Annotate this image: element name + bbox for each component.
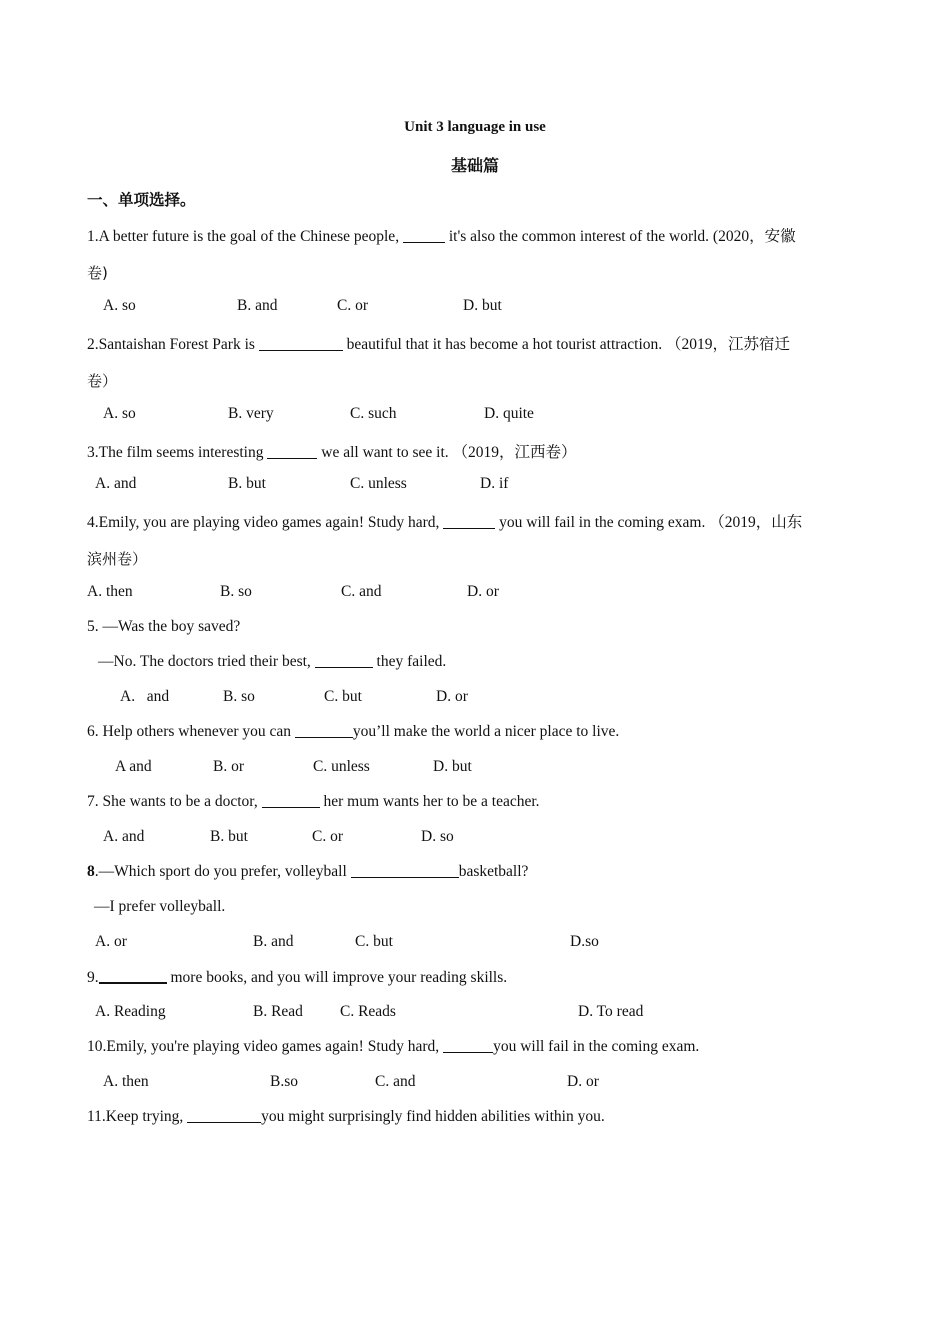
answer-blank <box>443 514 495 529</box>
question-8-text-pre: .—Which sport do you prefer, volleyball <box>94 863 351 880</box>
question-1-option-b: B. and <box>237 297 278 314</box>
question-4-continuation: 滨州卷） <box>87 550 148 568</box>
question-2-continuation: 卷） <box>87 372 118 390</box>
question-9-text-post: more books, and you will improve your reading skills. <box>166 969 508 986</box>
question-2-text-pre: 2.Santaishan Forest Park is <box>87 336 259 353</box>
question-4-text-post: you will fail in the coming exam. （2019，山东 <box>495 514 803 531</box>
question-4-option-b: B. so <box>220 583 252 600</box>
question-10-option-a: A. then <box>103 1073 149 1090</box>
question-4-text-pre: 4.Emily, you are playing video games again! Study hard, <box>87 514 444 531</box>
question-8-reply: —I prefer volleyball. <box>94 898 226 915</box>
question-11 <box>87 1108 867 1126</box>
question-8-option-b: B. and <box>253 933 294 950</box>
question-3-text-post: we all want to see it. （2019，江西卷） <box>317 444 577 461</box>
question-8-option-c: C. but <box>355 933 393 950</box>
question-6-text-post: you’ll make the world a nicer place to live. <box>352 723 620 740</box>
question-10-option-c: C. and <box>375 1073 416 1090</box>
question-5-reply-pre: —No. The doctors tried their best, <box>98 653 315 670</box>
question-5: 5. —Was the boy saved? <box>87 618 241 635</box>
question-3-option-c: C. unless <box>350 475 407 492</box>
question-5-option-b: B. so <box>223 688 255 705</box>
question-10-option-b: B.so <box>270 1073 298 1090</box>
question-7-option-b: B. but <box>210 828 248 845</box>
question-7 <box>87 793 867 811</box>
question-1 <box>87 224 867 246</box>
question-2-option-c: C. such <box>350 405 397 422</box>
question-4-option-d: D. or <box>467 583 499 600</box>
question-4-option-c: C. and <box>341 583 382 600</box>
question-1-option-a: A. so <box>103 297 136 314</box>
question-7-option-a: A. and <box>103 828 145 845</box>
question-10-text-pre: 10.Emily, you're playing video games again! Study hard, <box>87 1038 444 1055</box>
answer-blank <box>403 228 445 243</box>
question-2-option-b: B. very <box>228 405 274 422</box>
question-1-text-post: it's also the common interest of the world. (2020，安徽 <box>444 228 796 245</box>
question-2-option-d: D. quite <box>484 405 534 422</box>
question-5-option-c: C. but <box>324 688 362 705</box>
answer-blank <box>351 863 459 878</box>
question-8-text-post: basketball? <box>458 863 529 880</box>
question-2 <box>87 332 867 354</box>
answer-blank <box>187 1108 261 1123</box>
question-4 <box>87 510 867 532</box>
answer-blank <box>99 968 167 984</box>
question-2-option-a: A. so <box>103 405 136 422</box>
question-9-option-d: D. To read <box>578 1003 644 1020</box>
answer-blank <box>443 1038 493 1053</box>
question-6-option-c: C. unless <box>313 758 370 775</box>
worksheet-subtitle: 基础篇 <box>450 156 499 175</box>
question-9-option-c: C. Reads <box>340 1003 396 1020</box>
question-1-text-pre: 1.A better future is the goal of the Chinese people, <box>87 228 403 245</box>
question-2-text-post: beautiful that it has become a hot tourist attraction. （2019，江苏宿迁 <box>342 336 791 353</box>
question-3-option-d: D. if <box>480 475 509 492</box>
question-7-option-c: C. or <box>312 828 343 845</box>
question-5-option-d: D. or <box>436 688 468 705</box>
question-6-option-a: A and <box>115 758 152 775</box>
worksheet-title: Unit 3 language in use <box>404 119 546 135</box>
question-8-option-d: D.so <box>570 933 599 950</box>
question-7-text-pre: 7. She wants to be a doctor, <box>87 793 262 810</box>
question-3 <box>87 440 867 462</box>
question-8-option-a: A. or <box>95 933 127 950</box>
question-11-text-pre: 11.Keep trying, <box>87 1108 188 1125</box>
question-1-option-d: D. but <box>463 297 502 314</box>
question-7-text-post: her mum wants her to be a teacher. <box>319 793 540 810</box>
question-8-number: 8 <box>87 863 95 880</box>
question-9-text-pre: 9. <box>87 969 99 986</box>
answer-blank <box>259 336 343 351</box>
question-9 <box>87 968 867 987</box>
answer-blank <box>267 444 317 459</box>
question-3-option-a: A. and <box>95 475 137 492</box>
question-1-option-c: C. or <box>337 297 368 314</box>
question-6-text-pre: 6. Help others whenever you can <box>87 723 295 740</box>
question-1-continuation: 卷) <box>87 264 108 282</box>
section-heading: 一、单项选择。 <box>87 191 196 209</box>
question-9-option-a: A. Reading <box>95 1003 166 1020</box>
question-5-reply <box>98 653 878 671</box>
question-10-text-post: you will fail in the coming exam. <box>493 1038 700 1055</box>
question-3-option-b: B. but <box>228 475 266 492</box>
question-10 <box>87 1038 867 1056</box>
question-5-reply-post: they failed. <box>372 653 447 670</box>
question-3-text-pre: 3.The film seems interesting <box>87 444 268 461</box>
question-4-option-a: A. then <box>87 583 133 600</box>
question-6-option-b: B. or <box>213 758 244 775</box>
question-9-option-b: B. Read <box>253 1003 303 1020</box>
question-8 <box>87 863 867 881</box>
answer-blank <box>295 723 353 738</box>
question-6 <box>87 723 867 741</box>
question-7-option-d: D. so <box>421 828 454 845</box>
question-6-option-d: D. but <box>433 758 472 775</box>
question-10-option-d: D. or <box>567 1073 599 1090</box>
question-11-text-post: you might surprisingly find hidden abilities within you. <box>261 1108 605 1125</box>
question-5-option-a: A. and <box>120 688 170 705</box>
answer-blank <box>262 793 320 808</box>
answer-blank <box>315 653 373 668</box>
